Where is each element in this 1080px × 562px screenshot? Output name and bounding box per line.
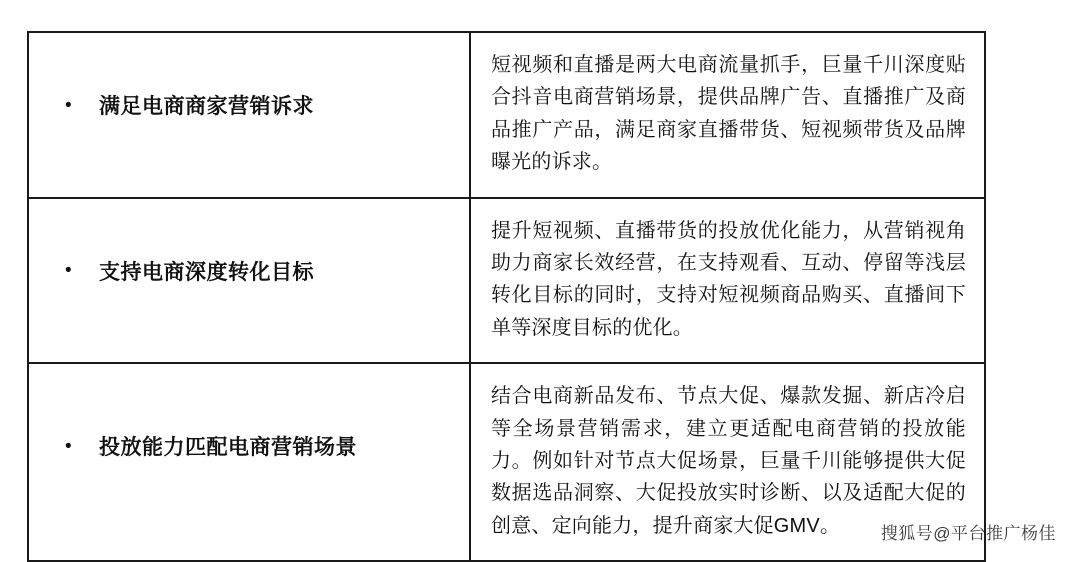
table-row [28,198,985,364]
content-table-wrapper [27,31,982,562]
watermark-text: 搜狐号@平台推广杨佳 [880,524,1056,543]
bullet-icon: • [65,94,72,116]
table-cell-description [470,198,985,364]
content-table [27,31,986,562]
row-title: 满足电商商家营销诉求 [99,95,314,119]
row-body-text: 提升短视频、直播带货的投放优化能力，从营销视角助力商家长效经营，在支持观看、互动、停留等浅层转化目标的同时，支持对短视频商品购买、直播间下单等深度目标的优化。 [491,219,966,339]
row-title: 支持电商深度转化目标 [99,260,314,284]
row-body-text: 结合电商新品发布、节点大促、爆款发掘、新店冷启等全场景营销需求，建立更适配电商营销的投放能力。例如针对节点大促场景，巨量千川能够提供大促数据选品洞察、大促投放实时诊断、以及适配大促的创意、定向能力，提升商家大促GMV。 [491,385,966,537]
table-cell-description [470,32,985,198]
table-row [28,32,985,198]
bullet-icon: • [65,260,72,282]
row-body-text: 短视频和直播是两大电商流量抓手，巨量千川深度贴合抖音电商营销场景，提供品牌广告、直播推广及商品推广产品，满足商家直播带货、短视频带货及品牌曝光的诉求。 [491,54,966,174]
table-cell-title [28,32,470,198]
row-title: 投放能力匹配电商营销场景 [99,436,357,460]
table-cell-title [28,363,470,561]
bullet-icon: • [65,435,72,457]
table-cell-title [28,198,470,364]
table-row [28,363,985,561]
